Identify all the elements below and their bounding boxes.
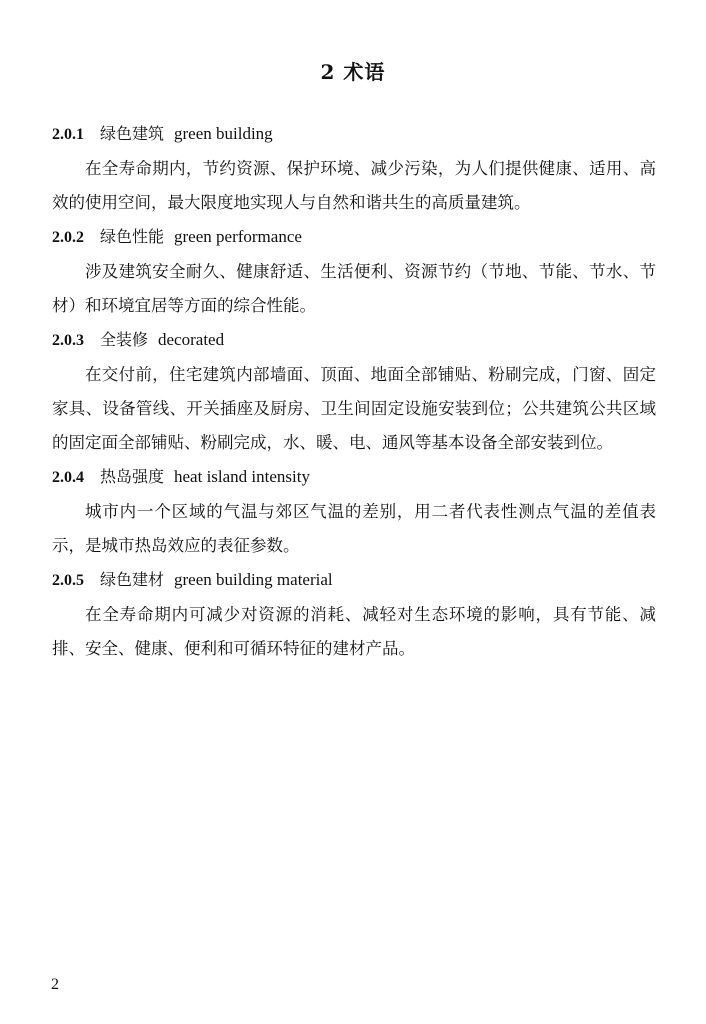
term-heading [52, 220, 656, 255]
term-entry [52, 220, 656, 323]
term-definition: 涉及建筑安全耐久、健康舒适、生活便利、资源节约（节地、节能、节水、节材）和环境宜居等方面的综合性能。 [52, 262, 656, 315]
terms-section [52, 117, 656, 666]
term-entry [52, 460, 656, 563]
page-number: 2 [51, 976, 59, 993]
term-definition: 城市内一个区域的气温与郊区气温的差别，用二者代表性测点气温的差值表示，是城市热岛效应的表征参数。 [52, 502, 656, 555]
term-number: 2.0.3 [52, 332, 84, 349]
term-heading [52, 117, 656, 152]
term-heading [52, 563, 656, 598]
term-name-zh: 绿色性能 [100, 227, 165, 246]
term-name-en: green building [174, 124, 273, 143]
term-name-en: green building material [174, 570, 333, 589]
term-name-en: decorated [158, 330, 225, 349]
term-name-en: green performance [174, 227, 302, 246]
term-number: 2.0.5 [52, 572, 84, 589]
term-entry [52, 563, 656, 666]
term-number: 2.0.1 [52, 126, 84, 143]
term-number: 2.0.4 [52, 469, 84, 486]
term-definition: 在全寿命期内，节约资源、保护环境、减少污染，为人们提供健康、适用、高效的使用空间，最大限度地实现人与自然和谐共生的高质量建筑。 [52, 159, 656, 212]
term-name-zh: 绿色建筑 [100, 124, 165, 143]
term-name-zh: 绿色建材 [100, 570, 165, 589]
term-number: 2.0.2 [52, 229, 84, 246]
term-definition: 在全寿命期内可减少对资源的消耗、减轻对生态环境的影响，具有节能、减排、安全、健康、便利和可循环特征的建材产品。 [52, 605, 656, 658]
term-entry [52, 323, 656, 460]
term-heading [52, 460, 656, 495]
term-name-zh: 全装修 [100, 330, 149, 349]
term-name-zh: 热岛强度 [100, 467, 165, 486]
term-definition: 在交付前，住宅建筑内部墙面、顶面、地面全部铺贴、粉刷完成，门窗、固定家具、设备管线、开关插座及厨房、卫生间固定设施安装到位；公共建筑公共区域的固定面全部铺贴、粉刷完成，水、暖、电、通风等基本设备全部安装到位。 [52, 365, 656, 452]
term-entry [52, 117, 656, 220]
chapter-title: 2 术语 [320, 60, 386, 84]
term-heading [52, 323, 656, 358]
term-name-en: heat island intensity [174, 467, 310, 486]
